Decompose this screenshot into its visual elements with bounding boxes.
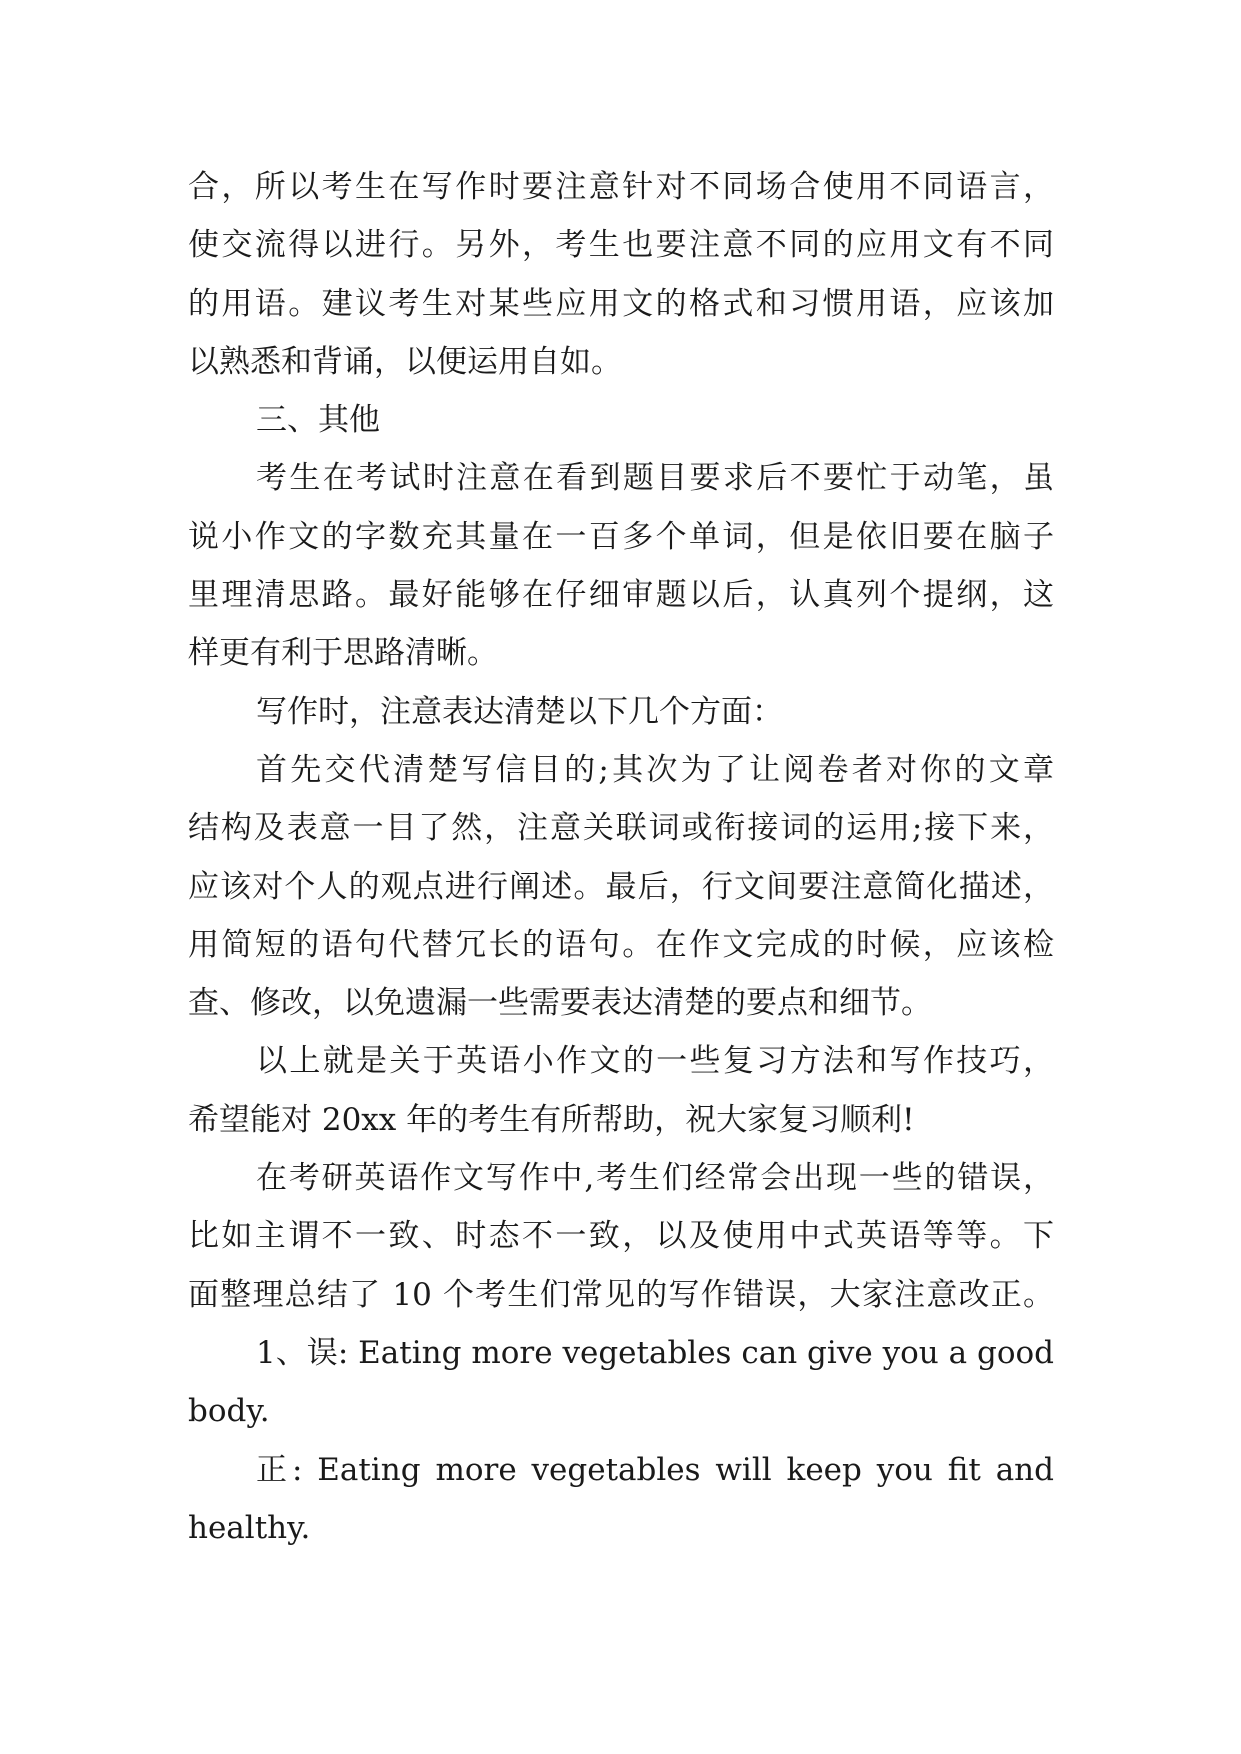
text-line: 的用语。建议考生对某些应用文的格式和习惯用语，应该加 xyxy=(188,285,1054,322)
text-line: 应该对个人的观点进行阐述。最后，行文间要注意简化描述， xyxy=(188,868,1054,905)
text-line: 比如主谓不一致、时态不一致，以及使用中式英语等等。下 xyxy=(188,1218,1054,1255)
text-line: 用简短的语句代替冗长的语句。在作文完成的时候，应该检 xyxy=(188,926,1054,963)
text-line: 以熟悉和背诵，以便运用自如。 xyxy=(188,343,622,380)
text-line: 以上就是关于英语小作文的一些复习方法和写作技巧， xyxy=(256,1043,1054,1080)
text-line: 希望能对 20xx 年的考生有所帮助，祝大家复习顺利! xyxy=(188,1101,915,1138)
text-line: 合，所以考生在写作时要注意针对不同场合使用不同语言， xyxy=(188,169,1054,205)
text-line: body. xyxy=(188,1393,270,1430)
text-line: 样更有利于思路清晰。 xyxy=(188,635,498,672)
text-line: 面整理总结了 10 个考生们常见的写作错误，大家注意改正。 xyxy=(188,1276,1054,1313)
text-line: 考生在考试时注意在看到题目要求后不要忙于动笔，虽 xyxy=(256,460,1054,497)
text-line: 说小作文的字数充其量在一百多个单词，但是依旧要在脑子 xyxy=(188,518,1054,555)
text-line: 结构及表意一目了然，注意关联词或衔接词的运用;接下来， xyxy=(188,810,1054,847)
text-line: 正: Eating more vegetables will keep you fit and xyxy=(256,1451,1054,1488)
text-line: 里理清思路。最好能够在仔细审题以后，认真列个提纲，这 xyxy=(188,577,1054,614)
document-body xyxy=(188,158,1054,1557)
section-heading: 三、其他 xyxy=(256,402,380,439)
text-line: 查、修改，以免遗漏一些需要表达清楚的要点和细节。 xyxy=(188,985,932,1022)
text-line: healthy. xyxy=(188,1509,311,1546)
text-line: 1、误: Eating more vegetables can give you a good xyxy=(256,1334,1054,1371)
text-line: 使交流得以进行。另外，考生也要注意不同的应用文有不同 xyxy=(188,227,1054,264)
text-line: 在考研英语作文写作中,考生们经常会出现一些的错误， xyxy=(256,1160,1054,1197)
text-line: 首先交代清楚写信目的;其次为了让阅卷者对你的文章 xyxy=(256,751,1054,788)
text-line: 写作时，注意表达清楚以下几个方面： xyxy=(256,693,783,730)
